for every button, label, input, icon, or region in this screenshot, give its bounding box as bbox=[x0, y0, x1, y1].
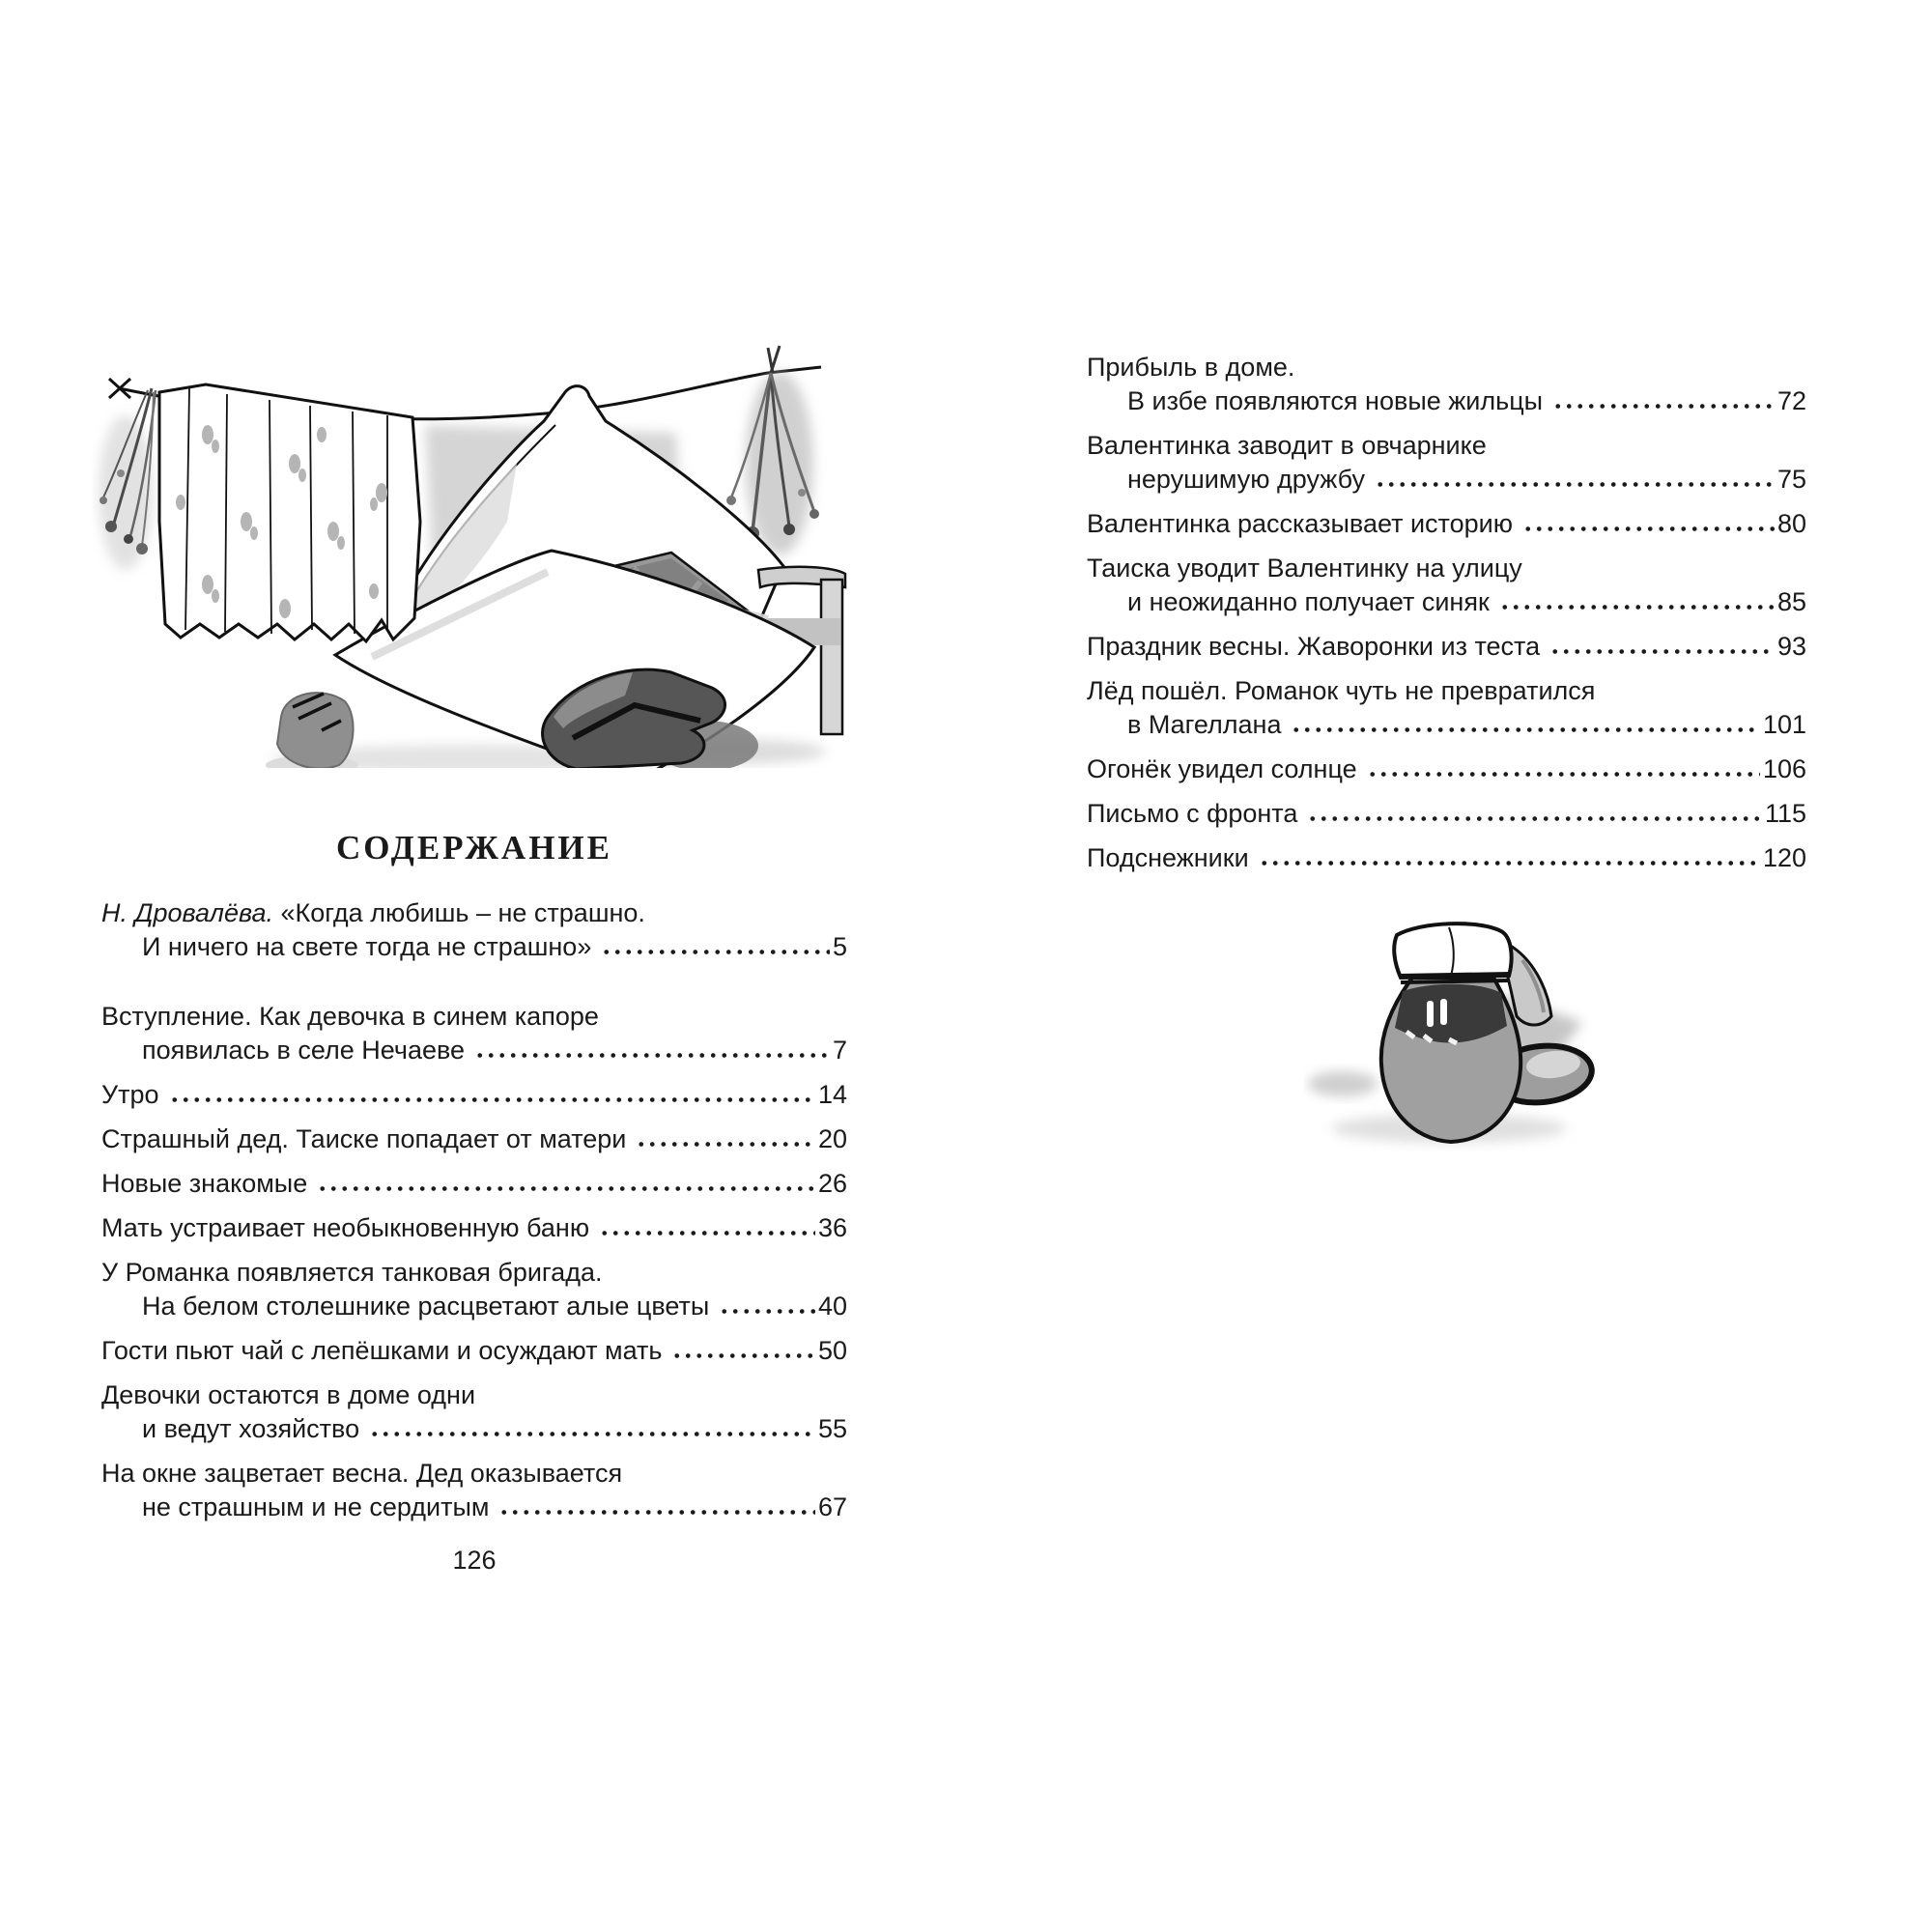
toc-line bbox=[101, 1000, 847, 1034]
dot-leader bbox=[1365, 771, 1760, 778]
toc-title-text: не страшным и не сердитым bbox=[142, 1492, 490, 1521]
toc-line bbox=[1087, 507, 1806, 541]
toc-title-text: и ведут хозяйство bbox=[142, 1414, 360, 1443]
toc-page-number: 101 bbox=[1762, 710, 1806, 739]
toc-entry bbox=[1087, 841, 1806, 875]
dot-leader bbox=[1497, 604, 1775, 611]
toc-entry bbox=[1087, 797, 1806, 831]
dot-leader bbox=[597, 1230, 815, 1236]
toc-title-text: появилась в селе Нечаеве bbox=[142, 1036, 466, 1065]
toc-entry bbox=[1087, 351, 1806, 418]
toc-title-text: В избе появляются новые жильцы bbox=[1127, 386, 1544, 415]
toc-page-number: 106 bbox=[1762, 754, 1806, 783]
dot-leader bbox=[367, 1431, 815, 1437]
dot-leader bbox=[634, 1141, 815, 1148]
toc-title-text: в Магеллана bbox=[1127, 710, 1282, 739]
toc-line bbox=[1087, 463, 1806, 497]
toc-page-number: 80 bbox=[1776, 509, 1806, 538]
toc-page-number: 36 bbox=[817, 1213, 847, 1242]
toc-entry bbox=[101, 1211, 847, 1245]
toc-entry bbox=[1087, 507, 1806, 541]
toc-title-text: Новые знакомые bbox=[101, 1169, 308, 1198]
toc-line bbox=[1087, 585, 1806, 619]
dot-leader bbox=[1520, 526, 1775, 532]
dot-leader bbox=[1550, 403, 1775, 410]
toc-entry bbox=[1087, 429, 1806, 497]
dot-leader bbox=[1373, 481, 1775, 488]
dot-leader bbox=[717, 1308, 815, 1315]
dot-leader bbox=[1548, 648, 1775, 655]
toc-line bbox=[101, 1412, 847, 1446]
toc-entry bbox=[1087, 753, 1806, 786]
toc-page-number: 120 bbox=[1762, 843, 1806, 872]
toc-title-text: На белом столешнике расцветают алые цветы bbox=[142, 1292, 710, 1321]
toc-title-text: Страшный дед. Таиске попадает от матери bbox=[101, 1124, 627, 1153]
toc-entry bbox=[101, 1256, 847, 1323]
toc-page-number: 85 bbox=[1776, 587, 1806, 616]
toc-page-number: 26 bbox=[817, 1169, 847, 1198]
toc-entry bbox=[101, 1078, 847, 1112]
toc-page-number: 75 bbox=[1776, 465, 1806, 494]
toc-title-text: Письмо с фронта bbox=[1087, 799, 1298, 828]
toc-line bbox=[101, 1034, 847, 1067]
toc-entry bbox=[101, 1000, 847, 1067]
toc-entry bbox=[1087, 630, 1806, 664]
toc-line bbox=[1087, 384, 1806, 418]
toc-title-text: нерушимую дружбу bbox=[1127, 465, 1366, 494]
toc-title-text: Утро bbox=[101, 1080, 159, 1109]
toc-page-number: 7 bbox=[832, 1036, 847, 1065]
toc-line bbox=[1087, 841, 1806, 875]
toc-line bbox=[101, 1334, 847, 1368]
toc-title-text: Девочки остаются в доме одни bbox=[101, 1380, 476, 1409]
toc-line bbox=[101, 896, 847, 930]
curtain bbox=[159, 384, 420, 641]
toc-line bbox=[101, 1457, 847, 1491]
toc-page-number: 55 bbox=[817, 1414, 847, 1443]
dot-leader bbox=[1305, 815, 1762, 822]
toc-entry bbox=[1087, 552, 1806, 619]
toc-page-number: 20 bbox=[817, 1124, 847, 1153]
toc-title-text: Прибыль в доме. bbox=[1087, 353, 1295, 382]
toc-title-text: Валентинка рассказывает историю bbox=[1087, 509, 1513, 538]
dot-leader bbox=[315, 1185, 815, 1192]
toc-right-column bbox=[1087, 351, 1806, 886]
toc-line bbox=[101, 1256, 847, 1290]
toc-line bbox=[101, 1167, 847, 1201]
toc-page-number: 93 bbox=[1776, 632, 1806, 661]
toc-line bbox=[1087, 429, 1806, 463]
dot-leader bbox=[599, 949, 830, 955]
toc-page-number: 5 bbox=[832, 932, 847, 961]
toc-page-number: 50 bbox=[817, 1336, 847, 1365]
laundry-illustration bbox=[92, 328, 850, 768]
dot-leader bbox=[497, 1509, 814, 1516]
dot-leader bbox=[167, 1096, 815, 1103]
herbs-left bbox=[99, 388, 156, 570]
toc-entry bbox=[1087, 674, 1806, 742]
toc-line bbox=[1087, 797, 1806, 831]
dot-leader bbox=[1289, 726, 1759, 733]
toc-title-text: Таиска уводит Валентинку на улицу bbox=[1087, 554, 1522, 582]
toc-page-number: 115 bbox=[1764, 799, 1806, 828]
toc-line bbox=[101, 1122, 847, 1156]
toc-title-text: Лёд пошёл. Романок чуть не превратился bbox=[1087, 676, 1596, 705]
toc-title-text: На окне зацветает весна. Дед оказывается bbox=[101, 1459, 623, 1488]
toc-title-text: Вступление. Как девочка в синем капоре bbox=[101, 1002, 599, 1031]
toc-entry bbox=[101, 1334, 847, 1368]
toc-title-text: И ничего на свете тогда не страшно» bbox=[142, 932, 592, 961]
toc-page-number: 14 bbox=[817, 1080, 847, 1109]
toc-line bbox=[101, 1491, 847, 1524]
page-number-folio: 126 bbox=[452, 1546, 497, 1575]
toc-line bbox=[1087, 630, 1806, 664]
toc-entry bbox=[101, 896, 847, 964]
dot-leader bbox=[669, 1352, 814, 1359]
toc-title-text: У Романка появляется танковая бригада. bbox=[101, 1258, 603, 1287]
jug-illustration bbox=[1304, 918, 1604, 1169]
toc-entry bbox=[101, 1167, 847, 1201]
toc-title-text: и неожиданно получает синяк bbox=[1127, 587, 1490, 616]
toc-line bbox=[101, 1078, 847, 1112]
toc-title-text: Подснежники bbox=[1087, 843, 1249, 872]
toc-title-text: Мать устраивает необыкновенную баню bbox=[101, 1213, 590, 1242]
toc-entry bbox=[101, 1457, 847, 1524]
toc-page-number: 67 bbox=[817, 1492, 847, 1521]
toc-line bbox=[1087, 351, 1806, 384]
toc-line bbox=[1087, 753, 1806, 786]
toc-title-text: Валентинка заводит в овчарнике bbox=[1087, 431, 1487, 460]
toc-line bbox=[101, 1290, 847, 1323]
toc-heading: СОДЕРЖАНИЕ bbox=[335, 829, 612, 867]
toc-line bbox=[101, 1211, 847, 1245]
toc-title-text: Огонёк увидел солнце bbox=[1087, 754, 1357, 783]
toc-line bbox=[1087, 552, 1806, 585]
toc-entry bbox=[101, 1122, 847, 1156]
toc-left-column bbox=[101, 896, 847, 1535]
toc-title-text: Праздник весны. Жаворонки из теста bbox=[1087, 632, 1541, 661]
dot-leader bbox=[472, 1052, 830, 1059]
toc-line bbox=[1087, 708, 1806, 742]
toc-title-text: Н. Дровалёва. «Когда любишь – не страшно. bbox=[101, 898, 645, 927]
dot-leader bbox=[1257, 860, 1760, 867]
toc-entry bbox=[101, 1378, 847, 1446]
toc-page-number: 72 bbox=[1776, 386, 1806, 415]
toc-page-number: 40 bbox=[817, 1292, 847, 1321]
toc-author-italic: Н. Дровалёва. bbox=[101, 898, 281, 927]
toc-title-text: Гости пьют чай с лепёшками и осуждают мать bbox=[101, 1336, 663, 1365]
toc-line bbox=[101, 930, 847, 964]
toc-line bbox=[101, 1378, 847, 1412]
toc-line bbox=[1087, 674, 1806, 708]
